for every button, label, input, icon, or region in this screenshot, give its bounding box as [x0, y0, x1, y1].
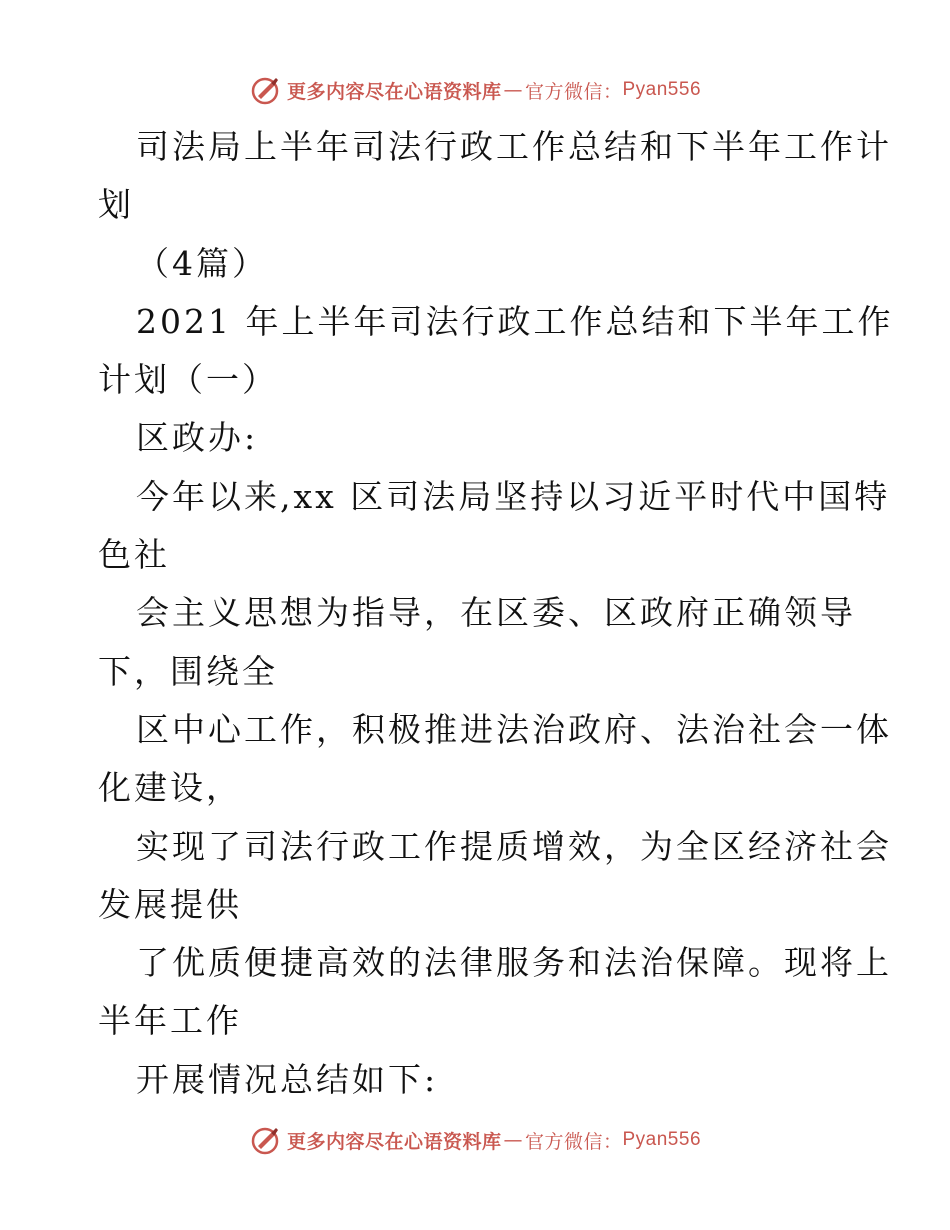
- title-count: （4篇）: [136, 243, 268, 283]
- watermark-text: 更多内容尽在心语资料库: [286, 1130, 502, 1153]
- footer-watermark: [0, 1120, 950, 1160]
- body-line: 半年工作: [98, 1001, 242, 1041]
- addressee: 区政办:: [136, 418, 259, 458]
- body-line: 开展情况总结如下:: [136, 1059, 439, 1099]
- subtitle-line-1: 2021 年上半年司法行政工作总结和下半年工作: [136, 301, 894, 341]
- watermark-contact-id: Pyan556: [622, 1129, 702, 1150]
- body-line: 下，围绕全: [98, 651, 278, 691]
- pen-logo-icon: [249, 1124, 281, 1156]
- body-line: 实现了司法行政工作提质增效，为全区经济社会: [136, 826, 892, 866]
- subtitle-line-2: 计划（一）: [98, 360, 278, 400]
- watermark-dash: —: [503, 79, 523, 101]
- watermark-contact-label: 官方微信：: [524, 1130, 623, 1153]
- watermark-contact-id: Pyan556: [622, 79, 702, 100]
- body-line: 色社: [98, 535, 170, 575]
- title-line-2: 划: [98, 185, 134, 225]
- body-line: 会主义思想为指导，在区委、区政府正确领导: [136, 593, 856, 633]
- title-line-1: 司法局上半年司法行政工作总结和下半年工作计: [136, 127, 892, 166]
- body-line: 发展提供: [98, 884, 242, 924]
- body-line: 化建设，: [98, 768, 242, 808]
- document-body: [98, 118, 894, 1109]
- watermark-contact-label: 官方微信：: [524, 80, 623, 103]
- watermark-dash: —: [503, 1129, 523, 1151]
- body-line: 了优质便捷高效的法律服务和法治保障。现将上: [136, 943, 892, 983]
- body-line: 区中心工作，积极推进法治政府、法治社会一体: [136, 709, 892, 749]
- pen-logo-icon: [249, 74, 281, 106]
- header-watermark: [0, 70, 950, 110]
- watermark-text: 更多内容尽在心语资料库: [286, 80, 502, 103]
- body-line: 今年以来,xx 区司法局坚持以习近平时代中国特: [136, 476, 891, 516]
